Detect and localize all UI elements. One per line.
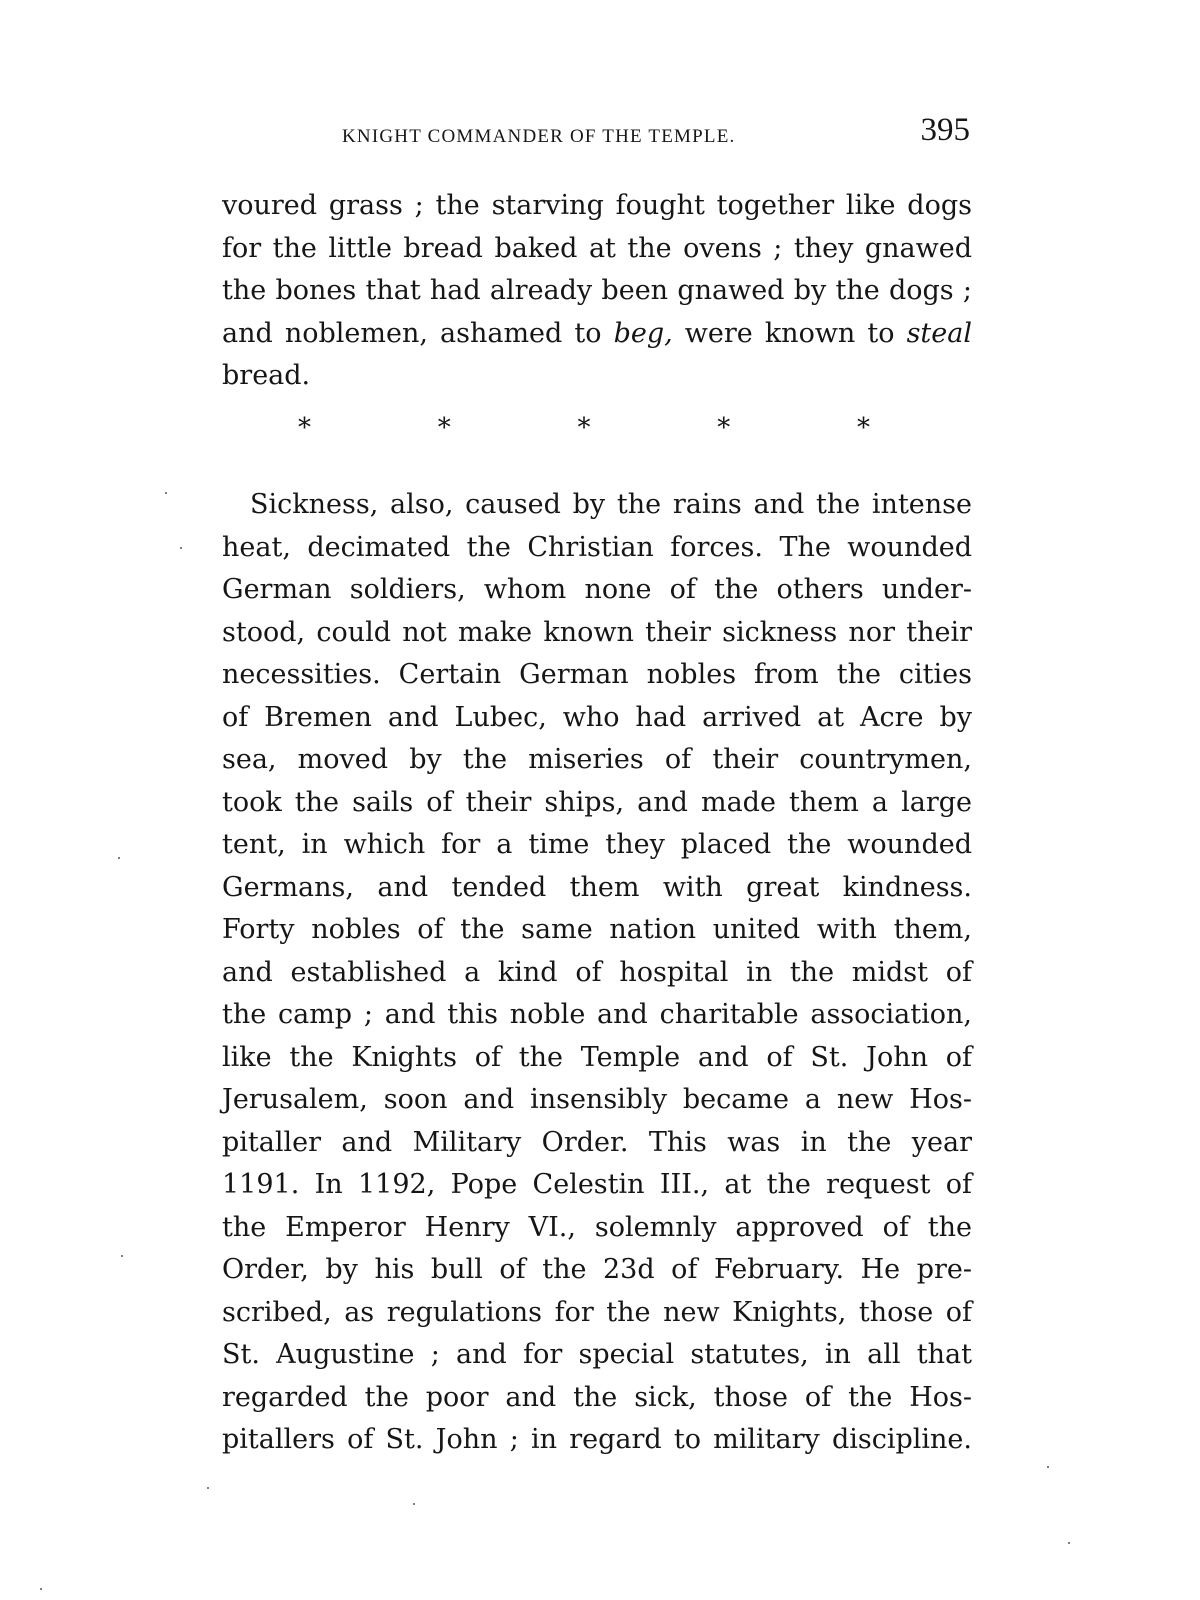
- text-line: sea, moved by the miseries of their countrymen,: [222, 744, 972, 775]
- text-line: Jerusalem, soon and insensibly became a new Hos-: [222, 1084, 972, 1115]
- page-number: 395: [920, 112, 970, 148]
- running-title: KNIGHT COMMANDER OF THE TEMPLE.: [342, 126, 736, 147]
- text-line: [222, 313, 972, 356]
- text-line: tent, in which for a time they placed the wounded: [222, 829, 972, 860]
- text-line: took the sails of their ships, and made them a large: [222, 786, 972, 818]
- scan-speck: [413, 1503, 415, 1505]
- text-line: regarded the poor and the sick, those of the Hos-: [222, 1381, 972, 1413]
- asterisk-icon: *: [298, 413, 311, 443]
- text-line: voured grass ; the starving fought together like dogs: [222, 190, 972, 221]
- scan-speck: [40, 1588, 42, 1590]
- scan-speck: [1068, 1542, 1070, 1544]
- text-line: Order, by his bull of the 23d of February. He pre-: [222, 1254, 972, 1285]
- text-line: like the Knights of the Temple and of St. John of: [222, 1041, 972, 1073]
- asterisk-icon: *: [577, 413, 591, 443]
- paragraph-continued: [222, 185, 972, 398]
- paragraph-sickness: [222, 484, 972, 1462]
- text-line: the Emperor Henry VI., solemnly approved of the: [222, 1211, 972, 1243]
- scan-speck: [1047, 1466, 1049, 1468]
- text-line: pitaller and Military Order. This was in the year: [222, 1126, 972, 1158]
- text-line: necessities. Certain German nobles from the cities: [222, 659, 972, 690]
- text-line: German soldiers, whom none of the others under-: [222, 574, 972, 605]
- text-line: Sickness, also, caused by the rains and the intense: [250, 489, 972, 520]
- section-separator: [298, 413, 870, 443]
- text-line: the bones that had already been gnawed by the dogs ;: [222, 275, 972, 306]
- text-line: Germans, and tended them with great kindness.: [222, 871, 972, 903]
- asterisk-icon: *: [717, 413, 731, 443]
- text-line: of Bremen and Lubec, who had arrived at Acre by: [222, 701, 972, 733]
- scan-speck: [118, 857, 120, 859]
- text-line: pitallers of St. John ; in regard to military discipline.: [222, 1424, 972, 1455]
- text-line: Forty nobles of the same nation united with them,: [222, 914, 972, 945]
- asterisk-icon: *: [437, 413, 451, 443]
- text-fragment: were known to: [672, 317, 907, 349]
- asterisk-icon: *: [857, 413, 870, 443]
- text-line: St. Augustine ; and for special statutes, in all that: [222, 1339, 972, 1370]
- scan-speck: [207, 1487, 209, 1489]
- italic-word-steal: steal: [906, 317, 972, 349]
- text-line: heat, decimated the Christian forces. The wounded: [222, 531, 972, 563]
- scan-speck: [121, 1255, 123, 1257]
- text-fragment: and noblemen, ashamed to: [222, 317, 614, 349]
- scan-speck: [180, 547, 182, 549]
- text-line: bread.: [222, 360, 311, 391]
- text-line: the camp ; and this noble and charitable association,: [222, 999, 972, 1030]
- text-line: stood, could not make known their sickness nor their: [222, 616, 972, 648]
- text-line: scribed, as regulations for the new Knights, those of: [222, 1296, 972, 1328]
- italic-word-beg: beg,: [613, 317, 673, 349]
- text-line: and established a kind of hospital in the midst of: [222, 956, 972, 988]
- text-line: for the little bread baked at the ovens ; they gnawed: [222, 232, 972, 264]
- scan-speck: [165, 492, 167, 494]
- text-line: 1191. In 1192, Pope Celestin III., at the request of: [222, 1169, 972, 1200]
- running-head: [222, 112, 970, 152]
